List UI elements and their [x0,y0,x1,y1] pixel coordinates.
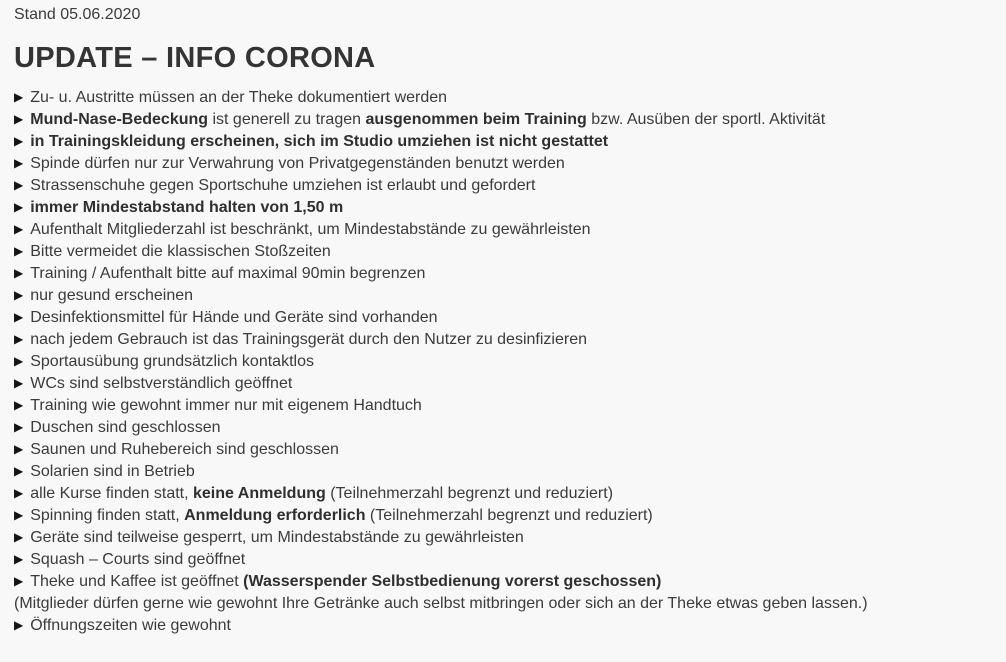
bullet-triangle-icon: ▶ [14,486,24,500]
list-item [14,285,992,307]
list-item-text: Bitte vermeidet die klassischen Stoßzeiten [30,243,331,260]
list-item-text: immer Mindestabstand halten von 1,50 m [30,199,344,216]
list-item-text: ist generell zu tragen [208,111,366,128]
list-item [14,153,992,175]
list-item [14,263,992,285]
list-note [14,593,992,615]
bullet-triangle-icon: ▶ [14,156,24,170]
list-item [14,615,992,637]
bullet-triangle-icon: ▶ [14,200,24,214]
page-title: UPDATE – INFO CORONA [14,42,376,74]
list-item-text: ausgenommen beim Training [365,111,587,128]
bullet-triangle-icon: ▶ [14,90,24,104]
list-item [14,505,992,527]
bullet-triangle-icon: ▶ [14,398,24,412]
list-item [14,461,992,483]
bullet-triangle-icon: ▶ [14,574,24,588]
list-item-text: bzw. Ausüben der sportl. Aktivität [586,111,826,128]
bullet-triangle-icon: ▶ [14,310,24,324]
list-item [14,219,992,241]
list-item-text: Spinning finden statt, [30,507,185,524]
list-item-text: Duschen sind geschlossen [30,419,221,436]
list-item-text: (Teilnehmerzahl begrenzt und reduziert) [365,507,653,524]
bullet-triangle-icon: ▶ [14,530,24,544]
list-item [14,307,992,329]
list-item [14,131,992,153]
bullet-triangle-icon: ▶ [14,332,24,346]
list-item-text: Zu- u. Austritte müssen an der Theke dokumentiert werden [30,89,448,106]
list-item [14,87,992,109]
list-item [14,197,992,219]
list-item-text: Aufenthalt Mitgliederzahl ist beschränkt, um Mindestabstände zu gewährleisten [30,221,591,238]
list-item-text: alle Kurse finden statt, [30,485,193,502]
list-item-text: Geräte sind teilweise gesperrt, um Mindestabstände zu gewährleisten [30,529,524,546]
list-item-text: keine Anmeldung [193,485,326,502]
bullet-triangle-icon: ▶ [14,354,24,368]
bullet-triangle-icon: ▶ [14,178,24,192]
list-item-text: Strassenschuhe gegen Sportschuhe umziehen ist erlaubt und gefordert [30,177,536,194]
list-item [14,417,992,439]
bullet-triangle-icon: ▶ [14,112,24,126]
list-item-text: Spinde dürfen nur zur Verwahrung von Privatgegenständen benutzt werden [30,155,565,172]
list-item [14,549,992,571]
list-item-text: (Teilnehmerzahl begrenzt und reduziert) [325,485,614,502]
list-item [14,527,992,549]
list-item-text: Sportausübung grundsätzlich kontaktlos [30,353,314,370]
list-item-text: Squash – Courts sind geöffnet [30,551,246,568]
list-item [14,373,992,395]
list-item-text: Theke und Kaffee ist geöffnet [30,573,244,590]
list-item [14,175,992,197]
list-item-text: Solarien sind in Betrieb [30,463,195,480]
list-item [14,571,992,593]
list-item-text: (Mitglieder dürfen gerne wie gewohnt Ihre Getränke auch selbst mitbringen oder sich an der Theke etwas geben lassen.) [14,595,868,612]
list-item-text: Desinfektionsmittel für Hände und Geräte sind vorhanden [30,309,438,326]
list-item [14,351,992,373]
list-item [14,395,992,417]
list-item-text: Training wie gewohnt immer nur mit eigenem Handtuch [30,397,422,414]
bullet-triangle-icon: ▶ [14,508,24,522]
list-item [14,329,992,351]
list-item-text: Anmeldung erforderlich [184,507,366,524]
list-item [14,483,992,505]
bullet-triangle-icon: ▶ [14,618,24,632]
list-item-text: in Trainingskleidung erscheinen, sich im Studio umziehen ist nicht gestattet [30,133,609,150]
bullet-triangle-icon: ▶ [14,552,24,566]
list-item-text: (Wasserspender Selbstbedienung vorerst geschossen) [243,573,662,590]
list-item-text: nur gesund erscheinen [30,287,194,304]
list-item-text: nach jedem Gebrauch ist das Trainingsgerät durch den Nutzer zu desinfizieren [30,331,587,348]
list-item [14,241,992,263]
bullet-triangle-icon: ▶ [14,134,24,148]
list-item [14,109,992,131]
bullet-triangle-icon: ▶ [14,464,24,478]
bullet-triangle-icon: ▶ [14,222,24,236]
list-item [14,439,992,461]
bullet-triangle-icon: ▶ [14,376,24,390]
list-item-text: WCs sind selbstverständlich geöffnet [30,375,293,392]
bullet-triangle-icon: ▶ [14,288,24,302]
list-item-text: Saunen und Ruhebereich sind geschlossen [30,441,339,458]
bullet-triangle-icon: ▶ [14,420,24,434]
status-date: Stand 05.06.2020 [14,6,141,23]
bullet-triangle-icon: ▶ [14,266,24,280]
list-item-text: Mund-Nase-Bedeckung [30,111,209,128]
bullet-triangle-icon: ▶ [14,442,24,456]
list-item-text: Öffnungszeiten wie gewohnt [30,617,231,634]
list-item-text: Training / Aufenthalt bitte auf maximal 90min begrenzen [30,265,426,282]
bullet-triangle-icon: ▶ [14,244,24,258]
info-list [14,87,992,637]
